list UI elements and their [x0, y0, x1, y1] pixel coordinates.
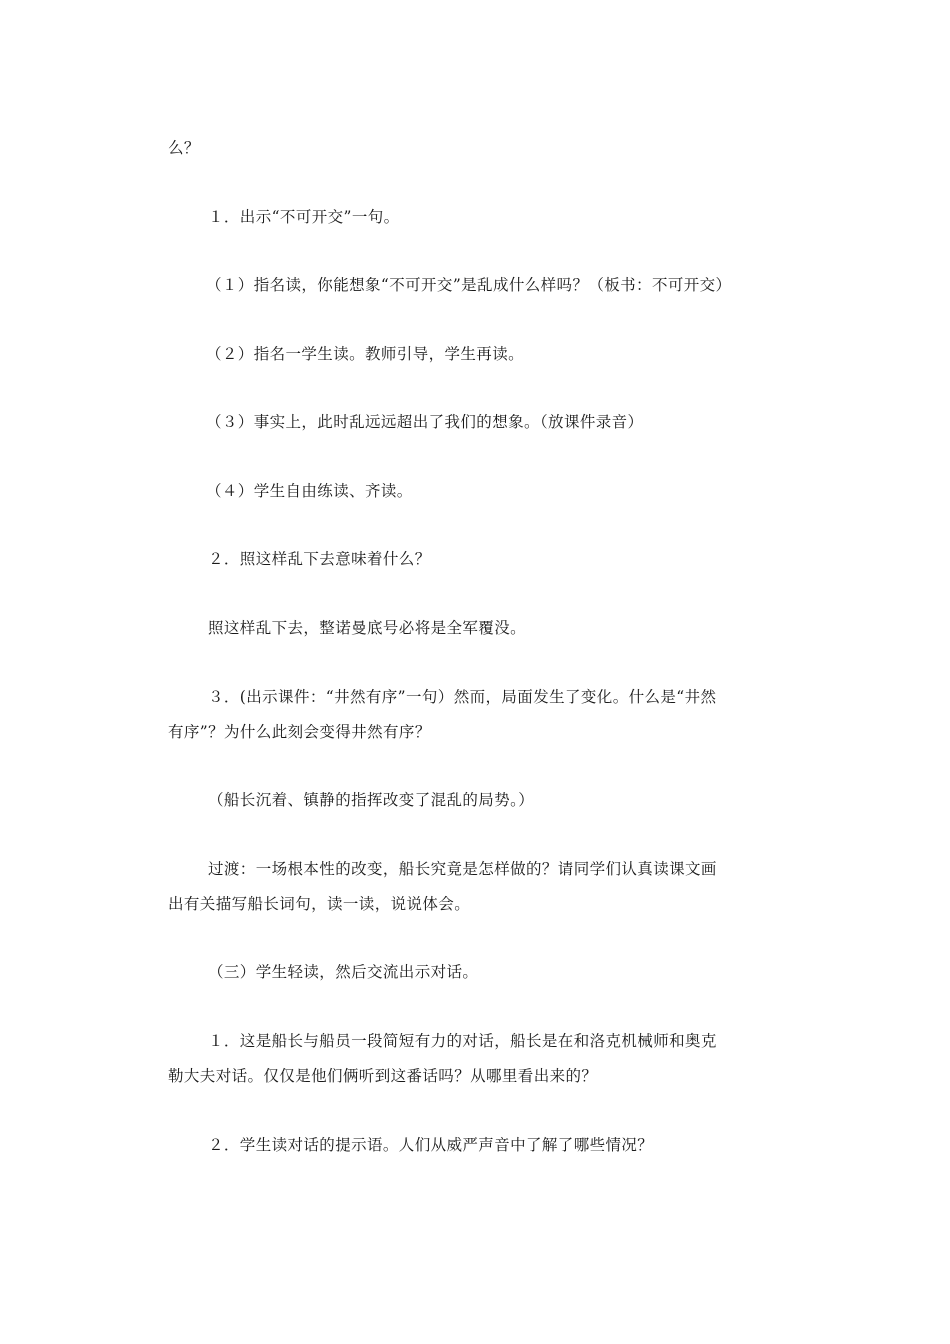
item-3-answer: （船长沉着、镇静的指挥改变了混乱的局势。）: [208, 791, 535, 809]
dialogue-item-2: ２．学生读对话的提示语。人们从威严声音中了解了哪些情况？: [208, 1136, 654, 1154]
paragraph-continuation: 么？: [168, 139, 200, 157]
item-2-heading: ２．照这样乱下去意味着什么？: [208, 550, 431, 568]
subitem-1: （１）指名读，你能想象“不可开交”是乱成什么样吗？（板书：不可开交）: [206, 276, 732, 294]
transition-line-1: 过渡：一场根本性的改变，船长究竟是怎样做的？请同学们认真读课文画: [208, 860, 717, 878]
subitem-2: （２）指名一学生读。教师引导，学生再读。: [206, 345, 525, 363]
subitem-3: （３）事实上，此时乱远远超出了我们的想象。（放课件录音）: [206, 413, 644, 431]
dialogue-item-1-line-2: 勒大夫对话。仅仅是他们俩听到这番话吗？从哪里看出来的？: [168, 1067, 598, 1085]
item-2-answer: 照这样乱下去，整诺曼底号必将是全军覆没。: [208, 619, 527, 637]
section-3-heading: （三）学生轻读，然后交流出示对话。: [208, 963, 479, 981]
item-3-line-2: 有序”？为什么此刻会变得井然有序？: [168, 723, 431, 741]
subitem-4: （４）学生自由练读、齐读。: [206, 482, 413, 500]
transition-line-2: 出有关描写船长词句，读一读，说说体会。: [168, 895, 471, 913]
item-3-line-1: ３．(出示课件：“井然有序”一句）然而，局面发生了变化。什么是“井然: [208, 688, 717, 706]
dialogue-item-1-line-1: １．这是船长与船员一段简短有力的对话，船长是在和洛克机械师和奥克: [208, 1032, 717, 1050]
item-1-heading: １．出示“不可开交”一句。: [208, 208, 400, 226]
